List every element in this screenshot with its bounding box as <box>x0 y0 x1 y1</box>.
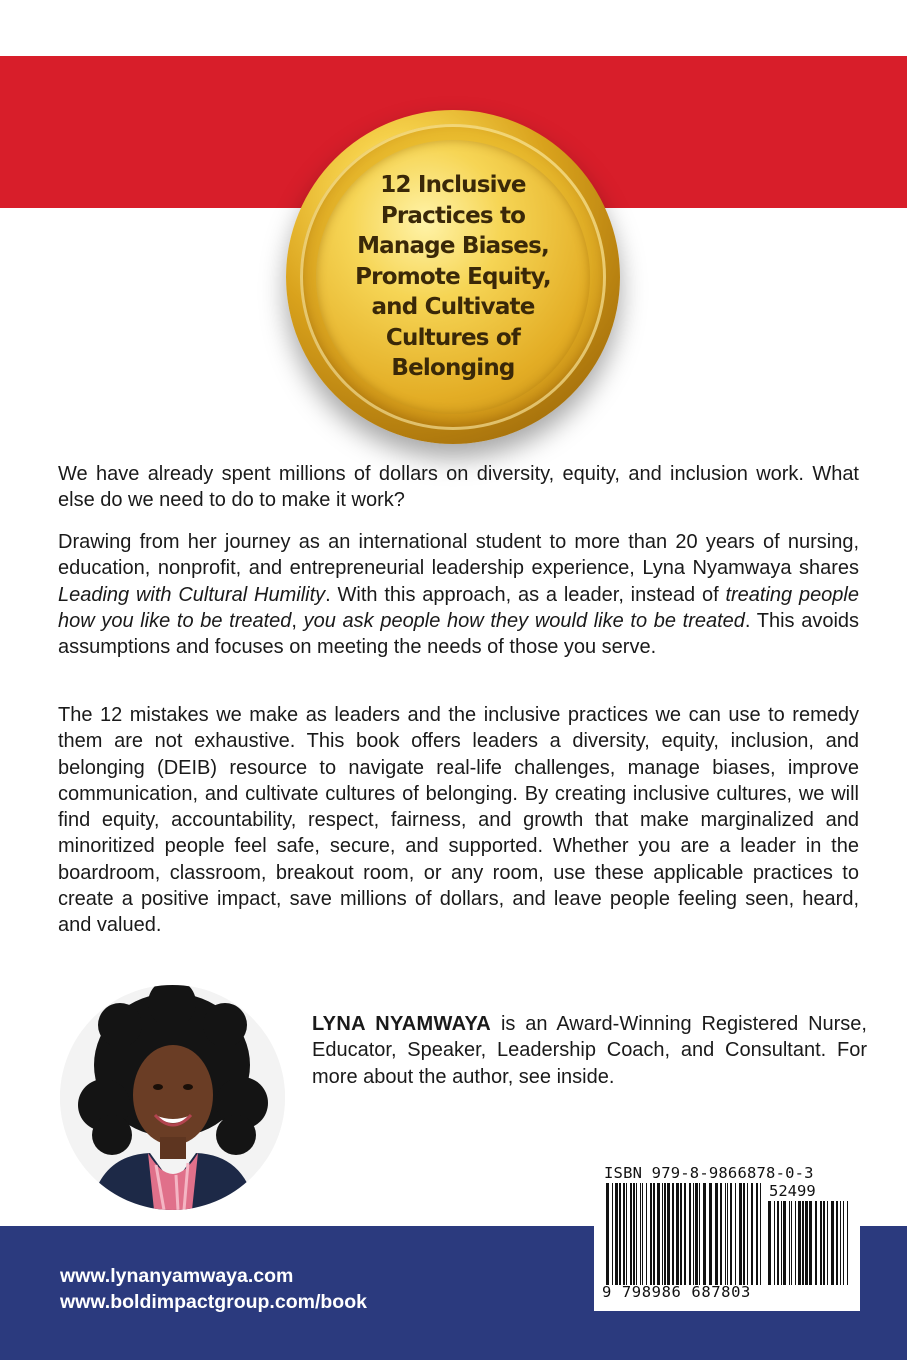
author-photo <box>60 985 285 1210</box>
barcode-bar <box>843 1201 844 1285</box>
barcode-bar <box>815 1201 817 1285</box>
barcode-bar <box>667 1183 670 1285</box>
barcode-bar <box>626 1183 627 1285</box>
barcode-bar <box>633 1183 635 1285</box>
ean-barcode <box>606 1183 762 1285</box>
barcode-bar <box>727 1183 728 1285</box>
intro-paragraph-1: We have already spent millions of dollars on diversity, equity, and inclusion work. What else do we need to do to make it work? <box>58 463 859 512</box>
barcode-bar <box>739 1183 742 1285</box>
p2-italic-phrase: treating people how you like to be treated <box>58 583 859 632</box>
barcode-bar <box>795 1201 796 1285</box>
barcode-bar <box>703 1183 706 1285</box>
barcode-bar <box>684 1183 686 1285</box>
barcode-bar <box>623 1183 625 1285</box>
author-portrait-illustration <box>60 985 285 1210</box>
p2-text: , <box>291 609 304 632</box>
barcode-bar <box>789 1201 790 1285</box>
intro-paragraph-2 <box>58 529 859 660</box>
barcode-bar <box>777 1201 779 1285</box>
barcode-bar <box>823 1201 825 1285</box>
barcode-bar <box>680 1183 682 1285</box>
barcode-bar <box>791 1201 792 1285</box>
barcode-bar <box>612 1183 613 1285</box>
barcode-bar <box>725 1183 726 1285</box>
barcode-bar <box>751 1183 753 1285</box>
author-bio-text: is an Award-Winning Registered Nurse, Educator, Speaker, Leadership Coach, and Consultant. For more about the author, see inside. <box>312 1013 867 1088</box>
isbn-label: ISBN 979-8-9866878-0-3 <box>604 1164 814 1182</box>
barcode-bar <box>646 1183 647 1285</box>
barcode-bar <box>606 1183 609 1285</box>
barcode-bar <box>642 1183 643 1285</box>
barcode-bar <box>756 1183 758 1285</box>
price-code: 52499 <box>769 1182 816 1200</box>
barcode-bar <box>699 1183 700 1285</box>
barcode-bar <box>820 1201 822 1285</box>
barcode-bar <box>695 1183 698 1285</box>
barcode-bar <box>781 1201 782 1285</box>
author-bio <box>312 1011 867 1090</box>
barcode-bar <box>798 1201 801 1285</box>
seal-tagline <box>343 170 563 384</box>
barcode-box <box>594 1161 860 1311</box>
seal-line: 12 Inclusive <box>380 172 526 199</box>
seal-line: and Cultivate <box>371 294 535 321</box>
barcode-bar <box>709 1183 712 1285</box>
barcode-bar <box>653 1183 655 1285</box>
barcode-bar <box>693 1183 694 1285</box>
barcode-bar <box>805 1201 808 1285</box>
barcode-bar <box>836 1201 838 1285</box>
p2-text: . This avoids assumptions and focuses on meeting the needs of those you serve. <box>58 609 860 659</box>
gold-seal <box>286 110 620 444</box>
barcode-bar <box>689 1183 691 1285</box>
barcode-bar <box>662 1183 663 1285</box>
seal-line: Manage Biases, <box>357 233 549 260</box>
seal-line: Promote Equity, <box>355 263 551 290</box>
p2-italic-phrase: you ask people how they would like to be treated <box>303 609 745 632</box>
barcode-bar <box>783 1201 786 1285</box>
barcode-bar <box>636 1183 637 1285</box>
barcode-bar <box>768 1201 771 1285</box>
barcode-bar <box>715 1183 718 1285</box>
barcode-bar <box>747 1183 748 1285</box>
website-link-1[interactable]: www.lynanyamwaya.com <box>60 1265 294 1287</box>
addon-barcode <box>768 1201 848 1285</box>
intro-paragraph-3: The 12 mistakes we make as leaders and the inclusive practices we can use to remedy them are not exhaustive. This book offers leaders a diversity, equity, inclusion, and belonging (DEIB) resource to navigate real-life challenges, manage biases, improve communication, and cultivate cultures of belonging. By creating inclusive cultures, we will find equity, accountability, respect, fairness, and growth that make marginalized and minoritized people feel safe, secure, and supported. Whether you are a leader in the boardroom, classroom, breakout room, or any room, use these applicable practices to create a positive impact, save millions of dollars, and leave people feeling seen, heard, and valued. <box>58 704 859 937</box>
barcode-bar <box>615 1183 618 1285</box>
barcode-bar <box>657 1183 660 1285</box>
author-name: LYNA NYAMWAYA <box>312 1013 492 1035</box>
gold-seal-ring <box>300 124 606 430</box>
ean-digits: 9 798986 687803 <box>602 1283 751 1301</box>
barcode-bar <box>827 1201 828 1285</box>
barcode-bar <box>735 1183 736 1285</box>
seal-line: Practices to <box>380 202 526 229</box>
barcode-bar <box>760 1183 761 1285</box>
website-link-2[interactable]: www.boldimpactgroup.com/book <box>60 1291 367 1313</box>
barcode-bar <box>650 1183 652 1285</box>
barcode-bar <box>847 1201 848 1285</box>
barcode-bar <box>730 1183 732 1285</box>
seal-line: Cultures of <box>385 324 521 351</box>
barcode-bar <box>840 1201 841 1285</box>
barcode-bar <box>630 1183 632 1285</box>
barcode-bar <box>640 1183 641 1285</box>
gold-seal-center <box>316 140 590 414</box>
barcode-bar <box>619 1183 621 1285</box>
seal-line: Belonging <box>391 355 515 382</box>
p2-text: Drawing from her journey as an international student to more than 20 years of nursing, education, nonprofit, and entrepreneurial leadership experience, Lyna Nyamwaya shares <box>58 531 859 580</box>
barcode-bar <box>664 1183 666 1285</box>
book-title: Leading with Cultural Humility <box>58 583 326 606</box>
barcode-bar <box>809 1201 812 1285</box>
barcode-bar <box>676 1183 679 1285</box>
p2-text: . With this approach, as a leader, instead of <box>325 583 726 606</box>
barcode-bar <box>672 1183 674 1285</box>
barcode-bar <box>831 1201 834 1285</box>
barcode-bar <box>802 1201 804 1285</box>
barcode-bar <box>720 1183 722 1285</box>
barcode-bar <box>743 1183 745 1285</box>
barcode-bar <box>774 1201 775 1285</box>
